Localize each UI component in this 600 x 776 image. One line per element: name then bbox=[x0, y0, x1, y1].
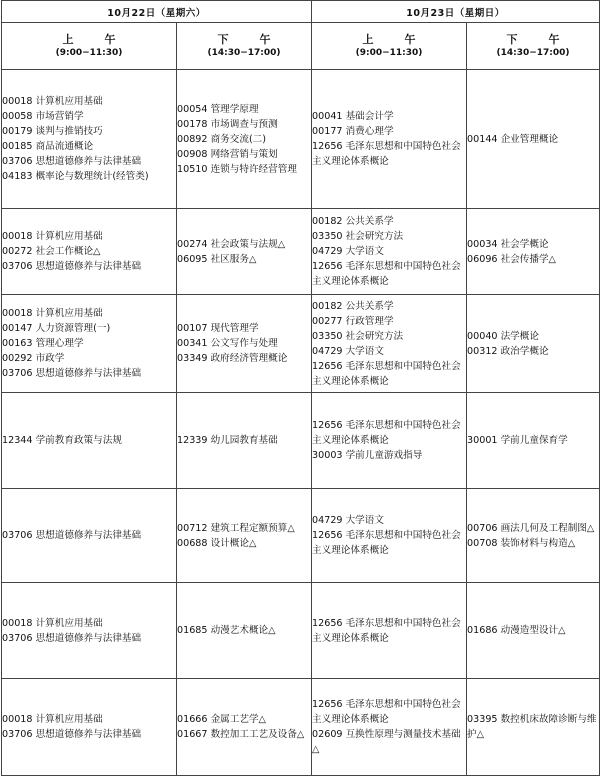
course-entry: 00892 商务交流(二) bbox=[177, 133, 267, 145]
schedule-cell-sat-morning bbox=[2, 679, 177, 776]
session-time: (14:30−17:00) bbox=[496, 48, 570, 58]
course-entry: 00178 市场调查与预测 bbox=[177, 118, 278, 130]
course-entry: 00185 商品流通概论 bbox=[2, 141, 94, 152]
course-entry: 00147 人力资源管理(一) bbox=[2, 323, 111, 334]
schedule-cell-sat-afternoon bbox=[177, 70, 312, 209]
course-entry: 03706 思想道德修养与法律基础 bbox=[2, 632, 142, 644]
course-entry: 00018 计算机应用基础 bbox=[2, 308, 103, 319]
course-entry: 00018 计算机应用基础 bbox=[2, 617, 103, 629]
schedule-cell-sat-morning bbox=[2, 583, 177, 679]
schedule-cell-sun-morning bbox=[312, 393, 467, 489]
session-header-row bbox=[2, 23, 600, 70]
course-entry: 03706 思想道德修养与法律基础 bbox=[2, 530, 142, 541]
schedule-cell-sun-afternoon bbox=[467, 209, 600, 295]
session-time: (9:00−11:30) bbox=[55, 48, 123, 58]
schedule-cell-sun-morning bbox=[312, 209, 467, 295]
course-entry: 00041 基础会计学 bbox=[312, 111, 394, 122]
schedule-row bbox=[2, 679, 600, 776]
day-header-row bbox=[2, 1, 600, 23]
session-header-sat-afternoon bbox=[177, 23, 312, 70]
course-entry: 00177 消费心理学 bbox=[312, 126, 394, 137]
course-entry: 00272 社会工作概论△ bbox=[2, 246, 101, 257]
course-entry: 03395 数控机床故障诊断与维护△ bbox=[467, 714, 597, 740]
schedule-row bbox=[2, 70, 600, 209]
schedule-cell-sat-afternoon bbox=[177, 583, 312, 679]
schedule-cell-sat-afternoon bbox=[177, 209, 312, 295]
schedule-cell-sun-afternoon bbox=[467, 583, 600, 679]
schedule-cell-sat-morning bbox=[2, 295, 177, 393]
course-entry: 03706 思想道德修养与法律基础 bbox=[2, 368, 142, 379]
session-title: 下 午 bbox=[217, 33, 281, 46]
course-entry: 03706 思想道德修养与法律基础 bbox=[2, 729, 142, 740]
course-entry: 00040 法学概论 bbox=[467, 330, 539, 342]
course-entry: 03350 社会研究方法 bbox=[312, 330, 404, 342]
course-entry: 30001 学前儿童保育学 bbox=[467, 435, 568, 446]
schedule-cell-sun-afternoon bbox=[467, 393, 600, 489]
exam-schedule-table bbox=[1, 0, 600, 776]
course-entry: 12339 幼儿园教育基础 bbox=[177, 435, 278, 446]
course-entry: 04729 大学语文 bbox=[312, 515, 384, 526]
course-entry: 04729 大学语文 bbox=[312, 345, 384, 357]
course-entry: 01686 动漫造型设计△ bbox=[467, 625, 566, 636]
schedule-cell-sun-morning bbox=[312, 70, 467, 209]
course-entry: 12656 毛泽东思想和中国特色社会主义理论体系概论 bbox=[312, 530, 461, 556]
course-entry: 00054 管理学原理 bbox=[177, 103, 259, 115]
schedule-cell-sat-morning bbox=[2, 393, 177, 489]
schedule-cell-sun-afternoon bbox=[467, 489, 600, 583]
course-entry: 06095 社区服务△ bbox=[177, 253, 257, 265]
course-entry: 00706 画法几何及工程制图△ bbox=[467, 522, 595, 534]
course-entry: 00277 行政管理学 bbox=[312, 315, 394, 327]
course-entry: 00018 计算机应用基础 bbox=[2, 231, 103, 242]
course-entry: 00708 装饰材料与构造△ bbox=[467, 537, 576, 549]
course-entry: 00163 管理心理学 bbox=[2, 338, 84, 349]
schedule-row bbox=[2, 583, 600, 679]
course-entry: 12656 毛泽东思想和中国特色社会主义理论体系概论 bbox=[312, 261, 461, 287]
schedule-cell-sat-afternoon bbox=[177, 679, 312, 776]
session-header-sun-morning bbox=[312, 23, 467, 70]
schedule-row bbox=[2, 209, 600, 295]
course-entry: 01685 动漫艺术概论△ bbox=[177, 625, 276, 636]
schedule-row bbox=[2, 489, 600, 583]
course-entry: 00107 现代管理学 bbox=[177, 323, 259, 334]
course-entry: 02609 互换性原理与测量技术基础△ bbox=[312, 729, 461, 755]
course-entry: 12656 毛泽东思想和中国特色社会主义理论体系概论 bbox=[312, 141, 461, 167]
course-entry: 04183 概率论与数理统计(经管类) bbox=[2, 171, 149, 182]
course-entry: 00018 计算机应用基础 bbox=[2, 96, 103, 107]
schedule-cell-sat-morning bbox=[2, 489, 177, 583]
course-entry: 00341 公文写作与处理 bbox=[177, 338, 278, 349]
schedule-cell-sat-afternoon bbox=[177, 393, 312, 489]
course-entry: 12656 毛泽东思想和中国特色社会主义理论体系概论 bbox=[312, 617, 461, 644]
course-entry: 01667 数控加工工艺及设备△ bbox=[177, 729, 305, 740]
schedule-cell-sun-morning bbox=[312, 679, 467, 776]
schedule-cell-sat-morning bbox=[2, 209, 177, 295]
course-entry: 00274 社会政策与法规△ bbox=[177, 238, 286, 250]
course-entry: 00312 政治学概论 bbox=[467, 345, 549, 357]
course-entry: 00182 公共关系学 bbox=[312, 216, 394, 227]
course-entry: 03350 社会研究方法 bbox=[312, 231, 404, 242]
course-entry: 10510 连锁与特许经营管理 bbox=[177, 163, 297, 175]
schedule-cell-sun-morning bbox=[312, 583, 467, 679]
session-time: (9:00−11:30) bbox=[355, 48, 423, 58]
course-entry: 03706 思想道德修养与法律基础 bbox=[2, 261, 142, 272]
course-entry: 00292 市政学 bbox=[2, 353, 65, 364]
schedule-cell-sun-afternoon bbox=[467, 679, 600, 776]
schedule-cell-sat-afternoon bbox=[177, 295, 312, 393]
schedule-cell-sun-afternoon bbox=[467, 295, 600, 393]
course-entry: 12656 毛泽东思想和中国特色社会主义理论体系概论 bbox=[312, 360, 461, 387]
course-entry: 30003 学前儿童游戏指导 bbox=[312, 450, 423, 461]
course-entry: 00179 谈判与推销技巧 bbox=[2, 126, 103, 137]
course-entry: 00182 公共关系学 bbox=[312, 300, 394, 312]
course-entry: 12344 学前教育政策与法规 bbox=[2, 435, 122, 446]
schedule-cell-sun-morning bbox=[312, 489, 467, 583]
course-entry: 00688 设计概论△ bbox=[177, 537, 257, 549]
schedule-row bbox=[2, 393, 600, 489]
course-entry: 03349 政府经济管理概论 bbox=[177, 353, 288, 364]
day-header-sunday: 10月23日（星期日） bbox=[312, 1, 600, 23]
session-title: 上 午 bbox=[362, 33, 426, 46]
course-entry: 12656 毛泽东思想和中国特色社会主义理论体系概论 bbox=[312, 420, 461, 446]
schedule-body bbox=[2, 70, 600, 776]
course-entry: 04729 大学语文 bbox=[312, 246, 384, 257]
course-entry: 12656 毛泽东思想和中国特色社会主义理论体系概论 bbox=[312, 699, 461, 725]
course-entry: 00058 市场营销学 bbox=[2, 111, 84, 122]
course-entry: 00018 计算机应用基础 bbox=[2, 714, 103, 725]
schedule-cell-sat-morning bbox=[2, 70, 177, 209]
day-header-saturday: 10月22日（星期六） bbox=[2, 1, 312, 23]
session-time: (14:30−17:00) bbox=[207, 48, 281, 58]
course-entry: 01666 金属工艺学△ bbox=[177, 714, 266, 725]
session-header-sun-afternoon bbox=[467, 23, 600, 70]
schedule-row bbox=[2, 295, 600, 393]
course-entry: 00144 企业管理概论 bbox=[467, 133, 559, 145]
session-title: 上 午 bbox=[62, 33, 126, 46]
course-entry: 00034 社会学概论 bbox=[467, 238, 549, 250]
session-title: 下 午 bbox=[506, 33, 570, 46]
schedule-cell-sun-afternoon bbox=[467, 70, 600, 209]
session-header-sat-morning bbox=[2, 23, 177, 70]
course-entry: 00908 网络营销与策划 bbox=[177, 148, 278, 160]
schedule-cell-sat-afternoon bbox=[177, 489, 312, 583]
course-entry: 03706 思想道德修养与法律基础 bbox=[2, 156, 142, 167]
course-entry: 00712 建筑工程定额预算△ bbox=[177, 522, 295, 534]
course-entry: 06096 社会传播学△ bbox=[467, 253, 556, 265]
schedule-cell-sun-morning bbox=[312, 295, 467, 393]
